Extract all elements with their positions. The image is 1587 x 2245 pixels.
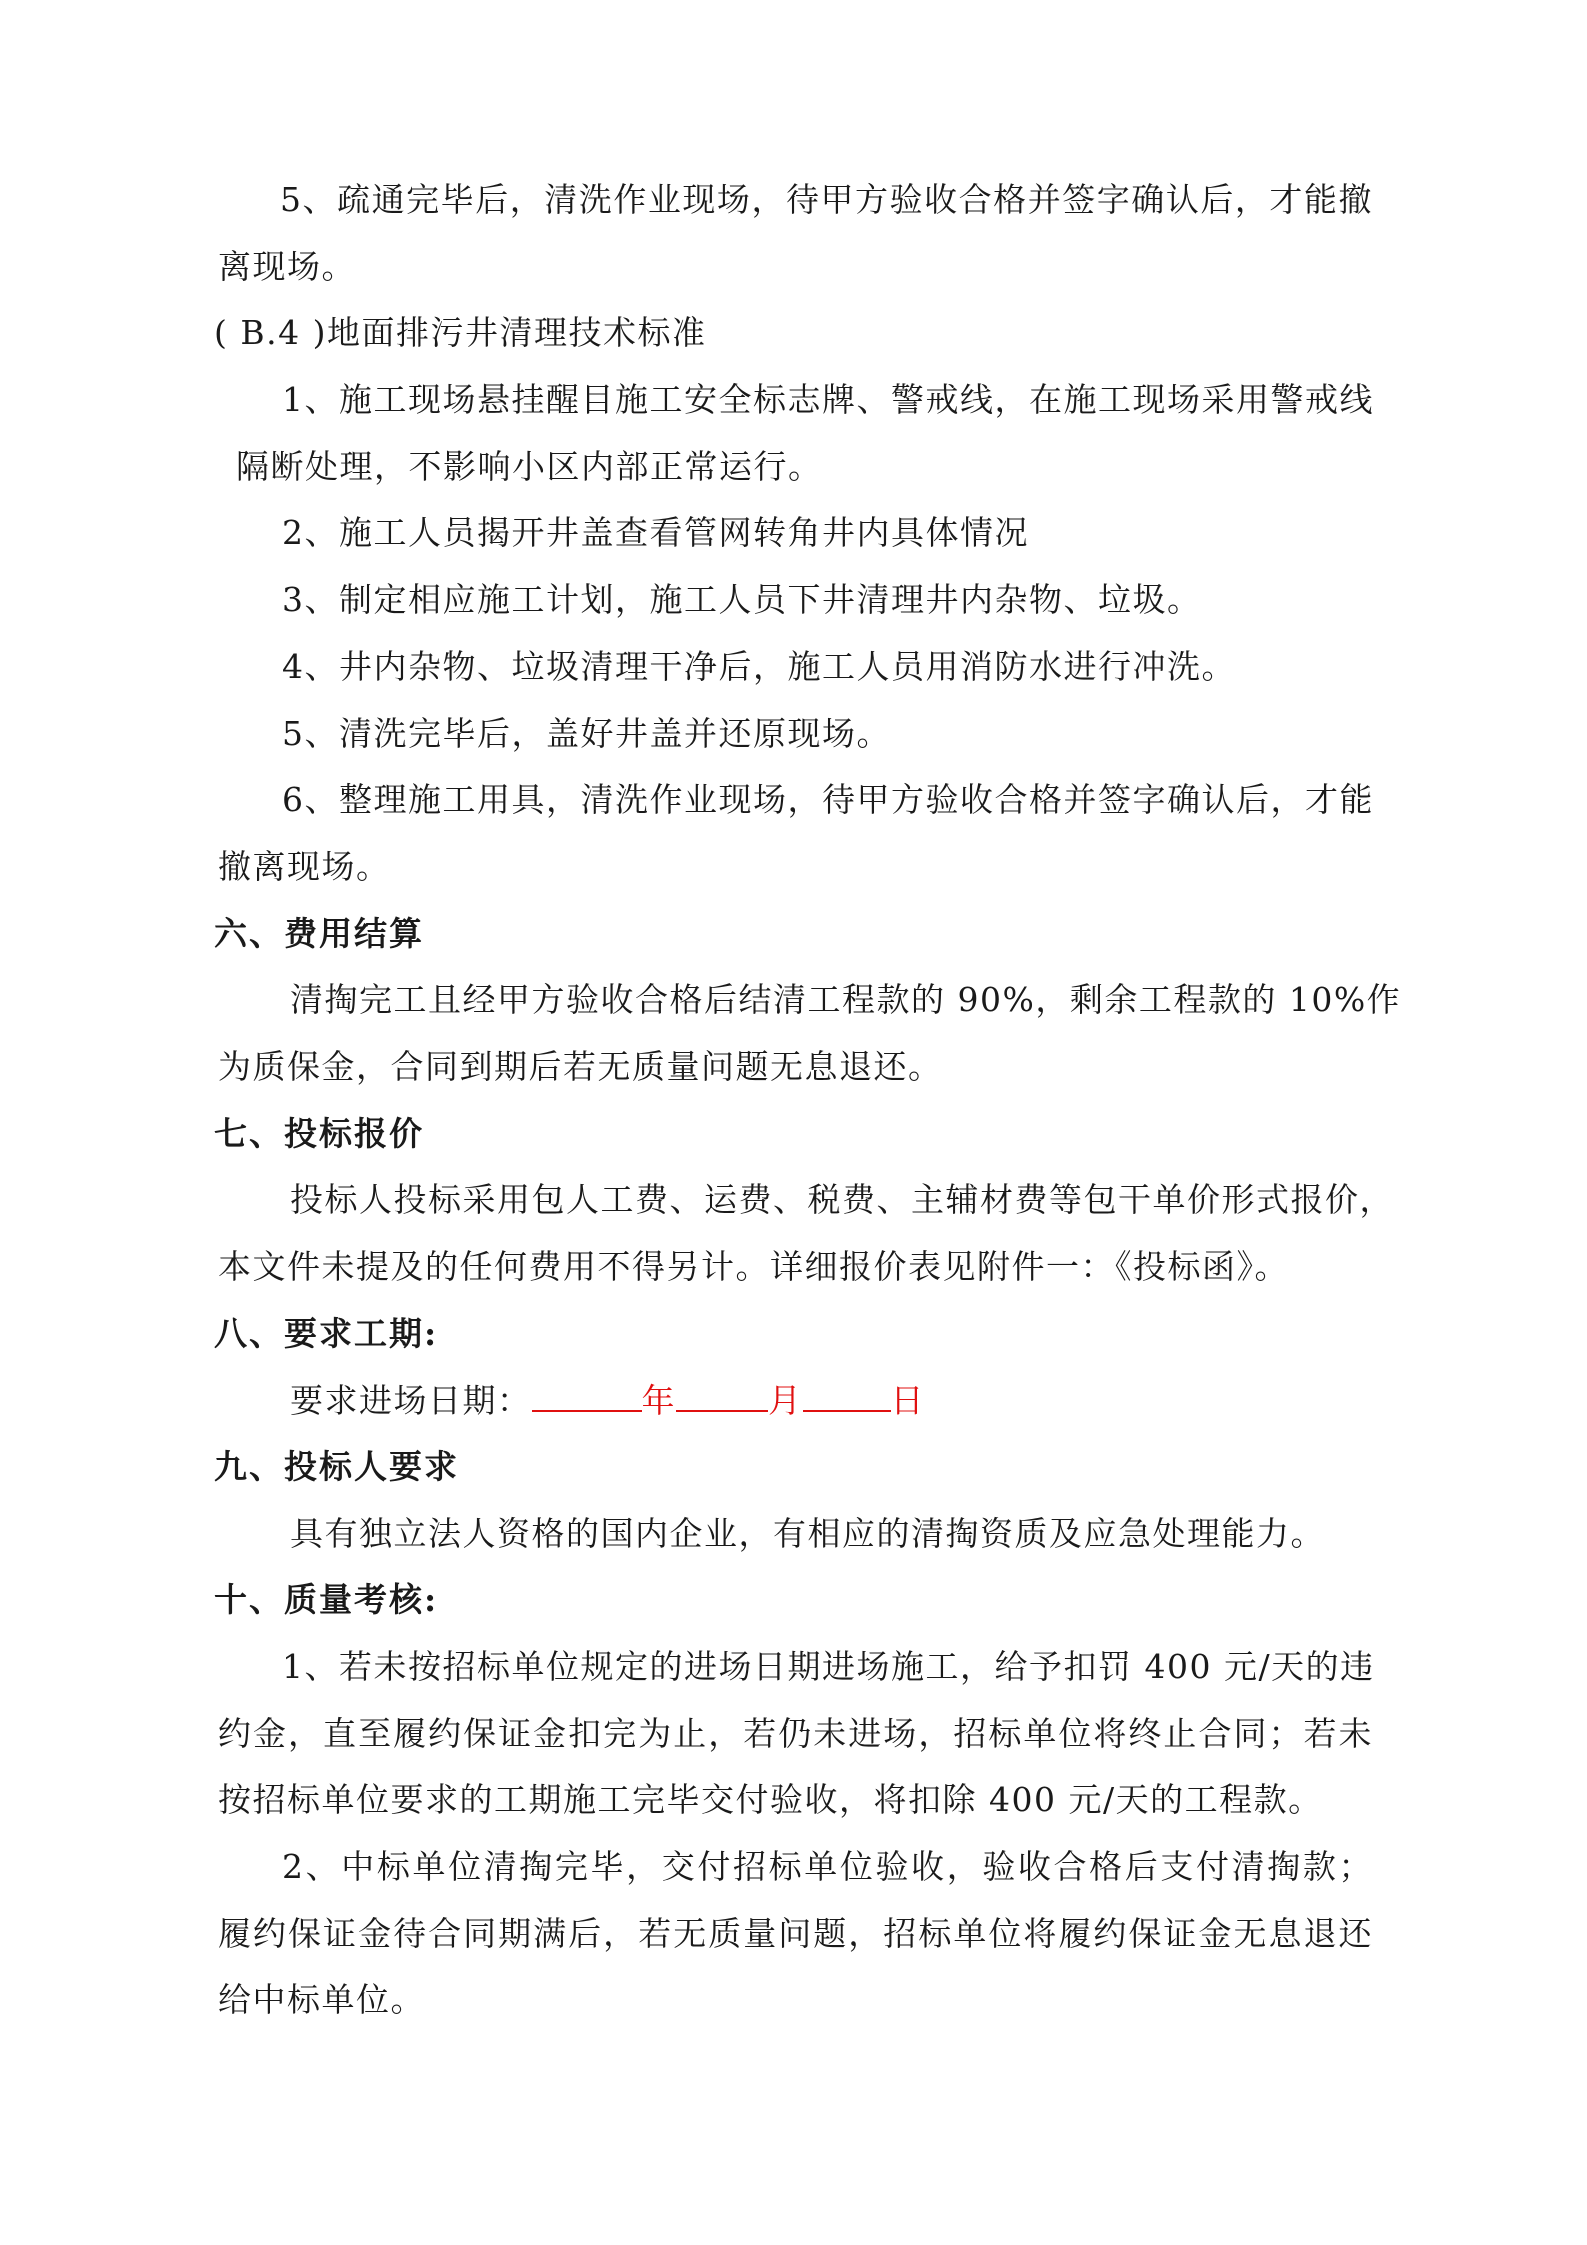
year-label: 年 [641, 1381, 676, 1420]
section10-item2-line1: 2、中标单位清掏完毕，交付招标单位验收，验收合格后支付清掏款； [282, 1847, 1373, 1886]
section10-item2-line3: 给中标单位。 [218, 1980, 425, 2019]
section9-heading: 九、投标人要求 [214, 1447, 459, 1486]
year-blank[interactable] [532, 1380, 642, 1412]
b4-item3: 3、制定相应施工计划，施工人员下井清理井内杂物、垃圾。 [282, 580, 1202, 619]
drainage-item5-line2: 离现场。 [218, 247, 356, 286]
section10-item1-line1: 1、若未按招标单位规定的进场日期进场施工，给予扣罚 400 元/天的违 [282, 1647, 1375, 1686]
b4-item2: 2、施工人员揭开井盖查看管网转角井内具体情况 [282, 513, 1029, 552]
section6-heading: 六、费用结算 [214, 914, 424, 953]
section9-line1: 具有独立法人资格的国内企业，有相应的清掏资质及应急处理能力。 [290, 1514, 1325, 1553]
b4-item6-line2: 撤离现场。 [218, 847, 391, 886]
section7-line2: 本文件未提及的任何费用不得另计。详细报价表见附件一：《投标函》。 [218, 1247, 1289, 1286]
b4-item1-line2: 隔断处理，不影响小区内部正常运行。 [236, 447, 823, 486]
section10-heading: 十、质量考核: [214, 1580, 439, 1619]
entry-date-row [290, 1380, 925, 1421]
section10-item1-line2: 约金，直至履约保证金扣完为止，若仍未进场，招标单位将终止合同；若未 [218, 1714, 1373, 1753]
drainage-item5-line1: 5、疏通完毕后，清洗作业现场，待甲方验收合格并签字确认后，才能撤 [280, 180, 1373, 219]
section10-item2-line2: 履约保证金待合同期满后，若无质量问题，招标单位将履约保证金无息退还 [218, 1914, 1373, 1953]
section8-heading: 八、要求工期: [214, 1314, 439, 1353]
section6-line2: 为质保金，合同到期后若无质量问题无息退还。 [218, 1047, 943, 1086]
month-label: 月 [768, 1381, 803, 1420]
section6-line1: 清掏完工且经甲方验收合格后结清工程款的 90%，剩余工程款的 10%作 [290, 980, 1402, 1019]
day-label: 日 [890, 1381, 925, 1420]
b4-item4: 4、井内杂物、垃圾清理干净后，施工人员用消防水进行冲洗。 [282, 647, 1236, 686]
section-b4-title: ( B.4 )地面排污井清理技术标准 [214, 313, 707, 352]
b4-item1-line1: 1、施工现场悬挂醒目施工安全标志牌、警戒线，在施工现场采用警戒线 [282, 380, 1374, 419]
day-blank[interactable] [803, 1380, 891, 1412]
entry-date-label: 要求进场日期： [290, 1381, 532, 1420]
section7-line1: 投标人投标采用包人工费、运费、税费、主辅材费等包干单价形式报价， [290, 1180, 1394, 1219]
section7-heading: 七、投标报价 [214, 1114, 424, 1153]
b4-item6-line1: 6、整理施工用具，清洗作业现场，待甲方验收合格并签字确认后，才能 [282, 780, 1374, 819]
month-blank[interactable] [676, 1380, 768, 1412]
b4-item5: 5、清洗完毕后，盖好井盖并还原现场。 [282, 714, 891, 753]
section10-item1-line3: 按招标单位要求的工期施工完毕交付验收，将扣除 400 元/天的工程款。 [218, 1780, 1323, 1819]
